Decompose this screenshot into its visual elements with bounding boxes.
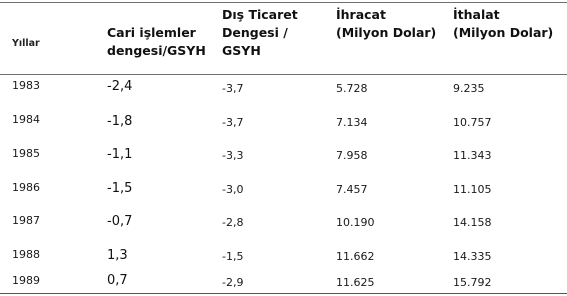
exports-1987: 10.190: [336, 216, 375, 229]
exports-1984: 7.134: [336, 116, 368, 129]
imports-1983: 9.235: [453, 82, 485, 95]
row-year-1984: 1984: [12, 113, 40, 126]
current-account-1983: -2,4: [107, 79, 133, 94]
row-year-1987: 1987: [12, 214, 40, 227]
imports-1986: 11.105: [453, 183, 492, 196]
header-trade-balance-line2: Dengesi /: [222, 25, 288, 40]
exports-1985: 7.958: [336, 149, 368, 162]
header-imports-line1: İthalat: [453, 7, 500, 22]
exports-1983: 5.728: [336, 82, 368, 95]
header-exports-line1: İhracat: [336, 7, 386, 22]
row-year-1988: 1988: [12, 248, 40, 261]
trade-balance-1988: -1,5: [222, 250, 244, 263]
header-years: Yıllar: [12, 38, 40, 49]
header-imports-line2: (Milyon Dolar): [453, 25, 554, 40]
row-year-1986: 1986: [12, 181, 40, 194]
imports-1987: 14.158: [453, 216, 492, 229]
table-bottom-rule: [0, 293, 567, 294]
current-account-1985: -1,1: [107, 147, 133, 162]
header-exports-line2: (Milyon Dolar): [336, 25, 437, 40]
trade-balance-1989: -2,9: [222, 276, 244, 289]
trade-balance-1986: -3,0: [222, 183, 244, 196]
row-year-1983: 1983: [12, 79, 40, 92]
exports-1986: 7.457: [336, 183, 368, 196]
header-current-account-line2: dengesi/GSYH: [107, 43, 206, 58]
current-account-1984: -1,8: [107, 114, 133, 129]
table-top-rule: [0, 2, 567, 3]
row-year-1985: 1985: [12, 147, 40, 160]
imports-1989: 15.792: [453, 276, 492, 289]
exports-1988: 11.662: [336, 250, 375, 263]
trade-balance-1985: -3,3: [222, 149, 244, 162]
header-separator-rule: [0, 74, 567, 75]
exports-1989: 11.625: [336, 276, 375, 289]
header-current-account-line1: Cari işlemler: [107, 25, 196, 40]
current-account-1988: 1,3: [107, 248, 128, 263]
trade-balance-1984: -3,7: [222, 116, 244, 129]
header-trade-balance-line3: GSYH: [222, 43, 261, 58]
current-account-1989: 0,7: [107, 273, 128, 288]
current-account-1987: -0,7: [107, 214, 133, 229]
header-trade-balance-line1: Dış Ticaret: [222, 7, 298, 22]
trade-balance-1987: -2,8: [222, 216, 244, 229]
current-account-1986: -1,5: [107, 181, 133, 196]
imports-1985: 11.343: [453, 149, 492, 162]
row-year-1989: 1989: [12, 274, 40, 287]
trade-balance-1983: -3,7: [222, 82, 244, 95]
imports-1984: 10.757: [453, 116, 492, 129]
imports-1988: 14.335: [453, 250, 492, 263]
